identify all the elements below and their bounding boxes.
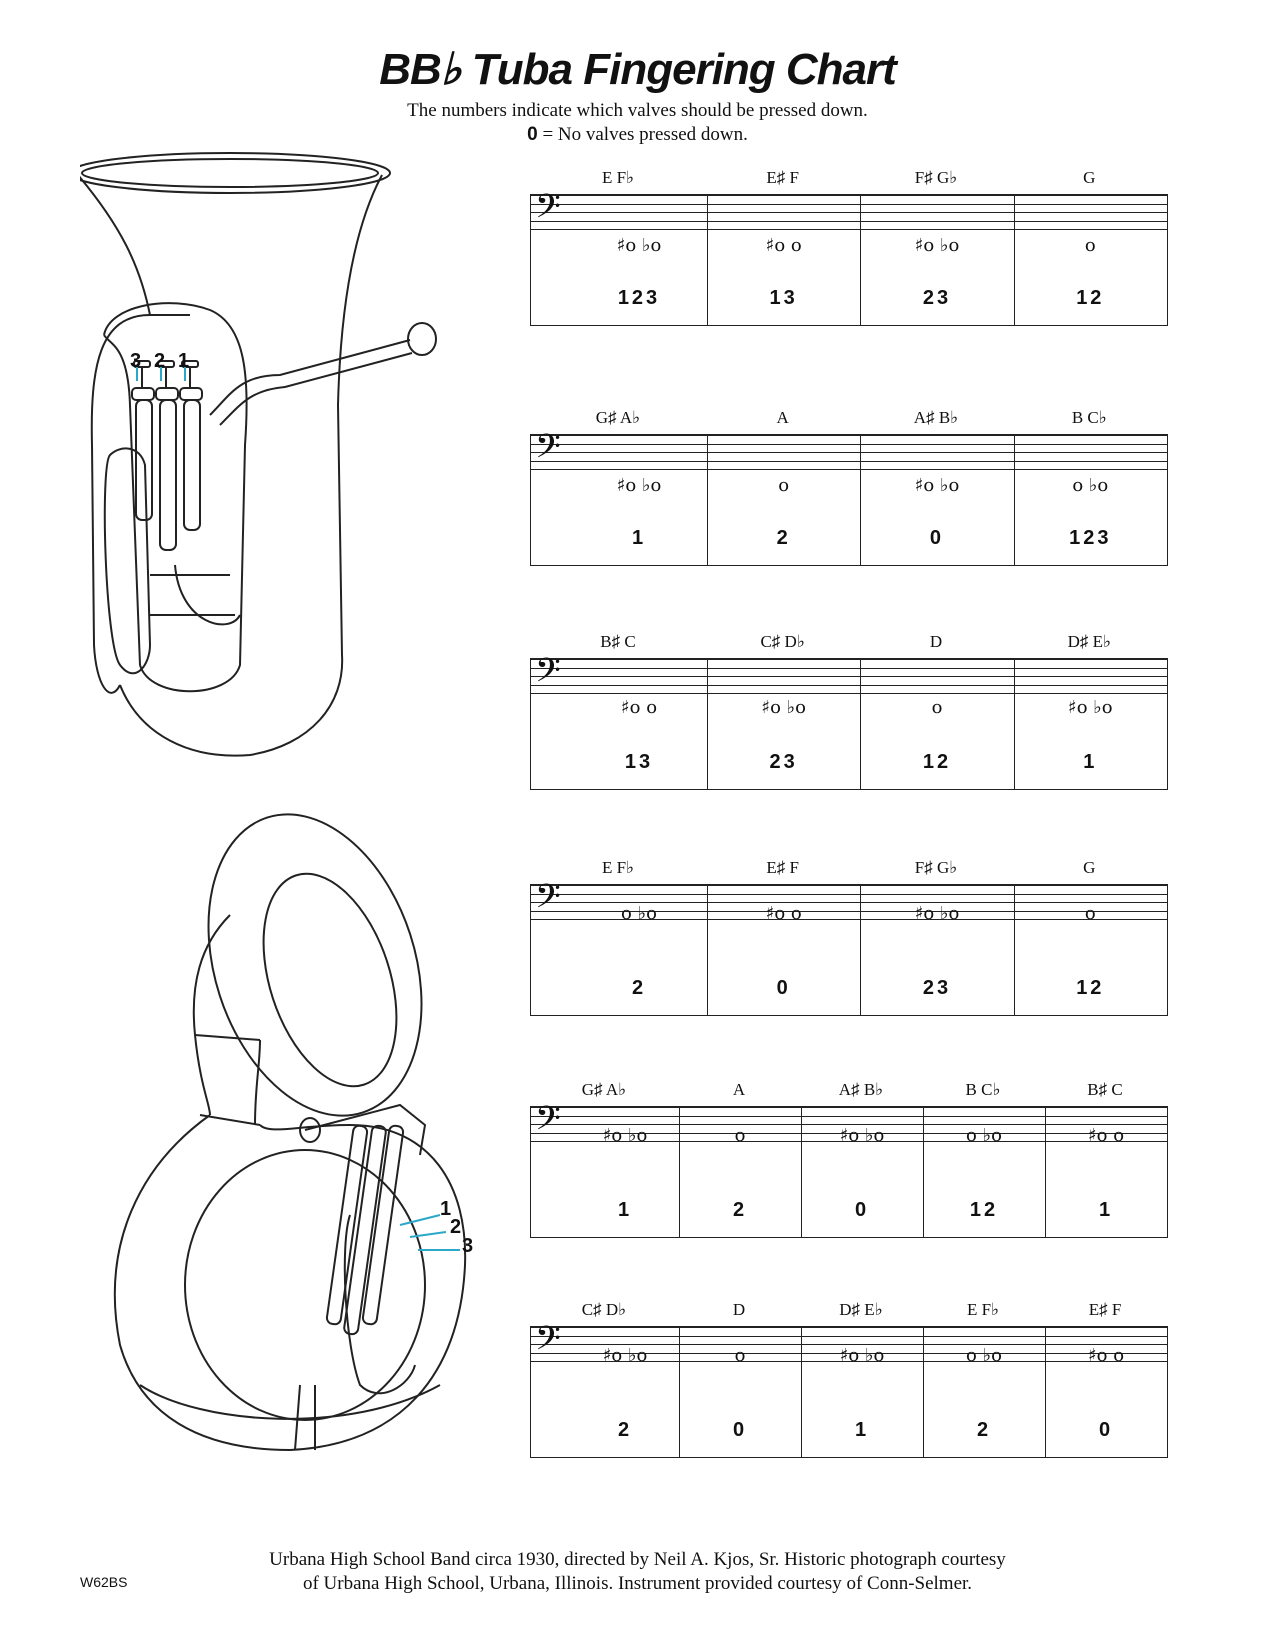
note-name: E♯ F [766,858,799,877]
note-name: E♯ F [1088,1300,1122,1319]
note-name: A♯ B♭ [838,1080,884,1099]
valve-fingering: 12 [922,751,952,773]
note-name: D♯ E♭ [1067,632,1112,651]
chart-row-box [530,428,1168,566]
note-name: D♯ E♭ [839,1300,883,1319]
bass-staff [531,428,1167,474]
tuba-illustration [80,145,520,785]
note-name: E F♭ [601,858,635,877]
chart-row-box [530,878,1168,1016]
notehead: o [734,1125,746,1146]
note-name: C♯ D♭ [581,1300,627,1319]
sousaphone-illustration [100,785,500,1470]
tuba-valve-label-3: 3 [130,350,142,372]
notehead: o [1084,903,1096,924]
chart-row-box [530,1100,1168,1238]
valve-fingering: 12 [1076,287,1105,309]
sousaphone-valve-label-2: 2 [450,1216,462,1238]
notehead: o ♭o [1072,475,1109,496]
bass-staff [531,188,1167,234]
notehead: ♯o ♭o [602,1345,648,1366]
note-name: G♯ A♭ [581,1080,627,1099]
notehead: ♯o ♭o [761,697,806,718]
valve-fingering: 13 [769,287,798,309]
note-name: D [929,632,943,651]
chart-row [530,632,1168,792]
valve-fingering: 2 [617,1419,633,1441]
notehead: ♯o o [765,903,802,924]
photo-credit-line-1: Urbana High School Band circa 1930, directed by Neil A. Kjos, Sr. Historic photograph courtesy [269,1549,1006,1570]
bass-staff [531,652,1167,698]
valve-fingering: 2 [732,1199,748,1221]
valve-fingering: 0 [1098,1419,1114,1441]
chart-row [530,408,1168,568]
notehead: ♯o o [620,697,658,718]
bass-clef-icon: 𝄢 [535,1320,561,1366]
valve-fingering: 23 [769,751,798,773]
valve-fingering: 1 [1083,751,1098,773]
valve-fingering: 23 [922,977,952,999]
note-name: B♯ C [1087,1080,1123,1099]
note-name: G♯ A♭ [595,408,641,427]
notehead: o ♭o [621,903,657,924]
notehead: ♯o ♭o [616,475,662,496]
valve-fingering: 123 [617,287,661,309]
notehead: ♯o ♭o [1068,697,1113,718]
note-name: A [732,1080,746,1099]
valve-fingering: 0 [929,527,945,549]
valve-fingering: 1 [854,1419,870,1441]
notehead: ♯o ♭o [914,235,960,256]
chart-row-box [530,1320,1168,1458]
valve-fingering: 0 [776,977,791,999]
note-name: A [776,408,789,427]
note-name: E♯ F [766,168,799,187]
note-name: A♯ B♭ [913,408,959,427]
notehead: ♯o ♭o [616,235,662,256]
note-name: D [732,1300,746,1319]
notehead: o ♭o [966,1125,1002,1146]
subtitle-line-2 [0,124,1275,146]
note-name: F♯ G♭ [914,168,958,187]
notehead: ♯o ♭o [839,1345,885,1366]
valve-fingering: 23 [922,287,952,309]
bass-clef-icon: 𝄢 [535,652,561,698]
valve-fingering: 13 [624,751,654,773]
valve-fingering: 0 [854,1199,870,1221]
bass-clef-icon: 𝄢 [535,878,561,924]
valve-fingering: 12 [969,1199,999,1221]
tuba-valve-label-2: 2 [154,350,166,372]
note-name: B C♭ [965,1080,1001,1099]
notehead: ♯o ♭o [839,1125,885,1146]
notehead: ♯o ♭o [914,475,960,496]
notehead: ♯o o [1087,1125,1125,1146]
photo-credit [0,1548,1275,1596]
note-name: E F♭ [966,1300,1000,1319]
note-name: F♯ G♭ [914,858,958,877]
valve-fingering: 12 [1076,977,1105,999]
catalog-code: W62BS [80,1574,128,1590]
note-name: G [1083,168,1096,187]
bass-clef-icon: 𝄢 [535,428,561,474]
page-title: BB♭ Tuba Fingering Chart [379,45,896,94]
notehead: o ♭o [966,1345,1002,1366]
valve-fingering: 2 [776,527,791,549]
tuba-valve-label-1: 1 [178,350,190,372]
notehead: ♯o o [765,235,802,256]
valve-fingering: 2 [631,977,647,999]
sousaphone-valve-label-1: 1 [440,1198,452,1220]
chart-row [530,1080,1168,1240]
valve-fingering: 1 [631,527,647,549]
zero-label: 0 [527,124,538,145]
notehead: o [778,475,790,496]
valve-fingering: 123 [1069,527,1112,549]
subtitle-line-2-text: = No valves pressed down. [537,124,748,145]
notehead: ♯o ♭o [602,1125,648,1146]
note-name: E F♭ [601,168,635,187]
chart-row [530,1300,1168,1460]
note-name: B C♭ [1071,408,1107,427]
chart-row [530,858,1168,1018]
valve-fingering: 1 [1098,1199,1114,1221]
valve-fingering: 0 [732,1419,748,1441]
sousaphone-valve-label-3: 3 [462,1235,474,1257]
chart-row-box [530,652,1168,790]
notehead: o [931,697,943,718]
notehead: ♯o ♭o [914,903,960,924]
note-name: B♯ C [600,632,636,651]
subtitle-line-1: The numbers indicate which valves should be pressed down. [407,100,868,121]
photo-credit-line-2: of Urbana High School, Urbana, Illinois. Instrument provided courtesy of Conn-Selmer. [302,1573,973,1594]
chart-row [530,168,1168,328]
valve-fingering: 2 [976,1419,992,1441]
note-name: G [1083,858,1096,877]
bass-clef-icon: 𝄢 [535,188,561,234]
notehead: o [734,1345,746,1366]
note-name: C♯ D♭ [760,632,805,651]
notehead: o [1084,235,1096,256]
bass-clef-icon: 𝄢 [535,1100,561,1146]
valve-fingering: 1 [617,1199,633,1221]
chart-row-box [530,188,1168,326]
notehead: ♯o o [1087,1345,1125,1366]
